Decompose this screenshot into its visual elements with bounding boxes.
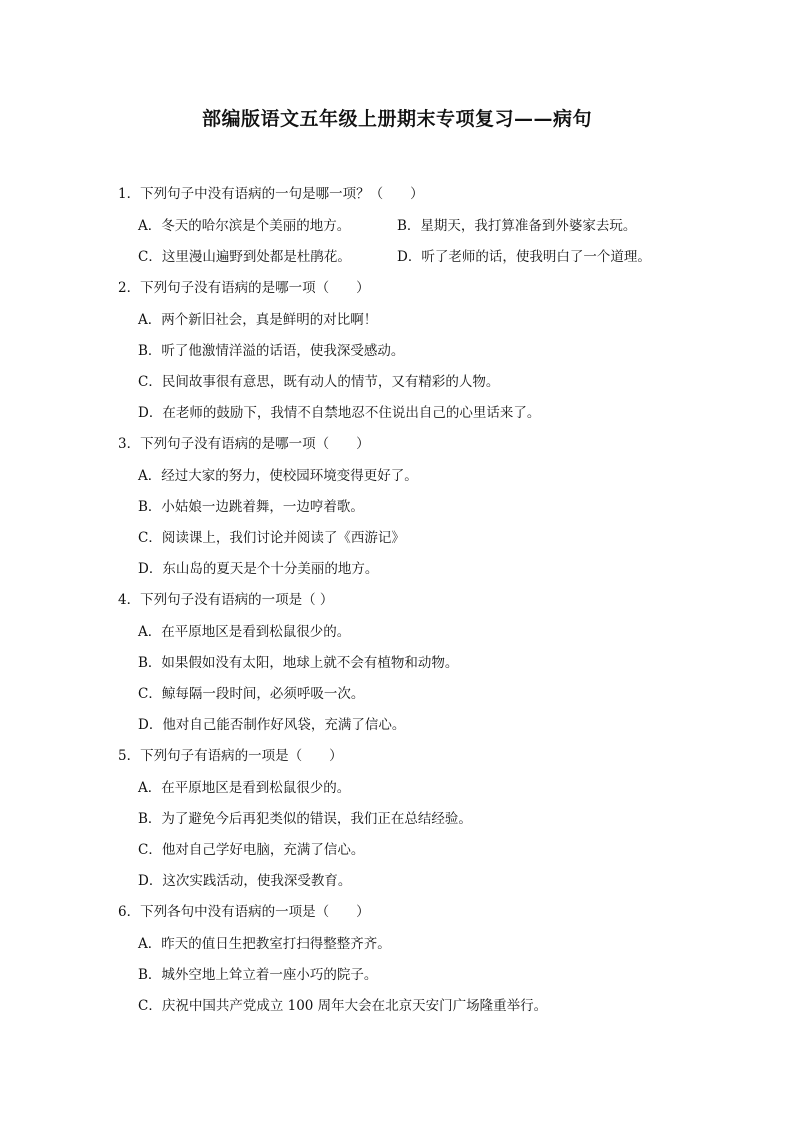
question-3-option-d: D．东山岛的夏天是个十分美丽的地方。	[138, 561, 379, 577]
question-1-option-d: D．听了老师的话，使我明白了一个道理。	[397, 249, 651, 265]
question-3-option-a: A．经过大家的努力，使校园环境变得更好了。	[138, 468, 418, 484]
question-4-option-c: C．鲸每隔一段时间，必须呼吸一次。	[138, 686, 365, 702]
question-2-option-a: A．两个新旧社会，真是鲜明的对比啊！	[138, 312, 378, 328]
question-2-option-c: C．民间故事很有意思，既有动人的情节，又有精彩的人物。	[138, 374, 500, 390]
question-5-option-b: B．为了避免今后再犯类似的错误，我们正在总结经验。	[138, 811, 472, 827]
question-3-stem: 3．下列句子没有语病的是哪一项（ ）	[118, 436, 370, 452]
question-4-option-b: B．如果假如没有太阳，地球上就不会有植物和动物。	[138, 655, 459, 671]
question-1-stem: 1．下列句子中没有语病的一句是哪一项？（ ）	[118, 186, 424, 202]
question-1-option-c: C．这里漫山遍野到处都是杜鹃花。	[138, 249, 351, 265]
question-6-option-c: C．庆祝中国共产党成立 100 周年大会在北京天安门广场隆重举行。	[138, 998, 548, 1014]
question-6-stem: 6．下列各句中没有语病的一项是（ ）	[118, 904, 370, 920]
question-2-option-b: B．听了他激情洋溢的话语，使我深受感动。	[138, 343, 405, 359]
question-2-stem: 2．下列句子没有语病的是哪一项（ ）	[118, 280, 370, 296]
question-6-option-a: A．昨天的值日生把教室打扫得整整齐齐。	[138, 936, 391, 952]
question-4-stem: 4．下列句子没有语病的一项是（ ）	[118, 592, 334, 608]
question-1-option-b: B．星期天，我打算准备到外婆家去玩。	[397, 218, 637, 234]
document-title: 部编版语文五年级上册期末专项复习——病句	[201, 108, 592, 130]
question-6-option-b: B．城外空地上耸立着一座小巧的院子。	[138, 967, 378, 983]
question-3-option-c: C．阅读课上，我们讨论并阅读了《西游记》	[138, 530, 405, 546]
question-5-option-c: C．他对自己学好电脑，充满了信心。	[138, 842, 365, 858]
question-5-option-d: D．这次实践活动，使我深受教育。	[138, 873, 352, 889]
question-1-option-a: A．冬天的哈尔滨是个美丽的地方。	[138, 218, 351, 234]
question-3-option-b: B．小姑娘一边跳着舞，一边哼着歌。	[138, 499, 364, 515]
question-4-option-a: A．在平原地区是看到松鼠很少的。	[138, 624, 351, 640]
question-5-option-a: A．在平原地区是看到松鼠很少的。	[138, 780, 351, 796]
question-2-option-d: D．在老师的鼓励下，我情不自禁地忍不住说出自己的心里话来了。	[138, 405, 541, 421]
question-5-stem: 5．下列句子有语病的一项是（ ）	[118, 748, 343, 764]
question-4-option-d: D．他对自己能否制作好风袋，充满了信心。	[138, 717, 406, 733]
